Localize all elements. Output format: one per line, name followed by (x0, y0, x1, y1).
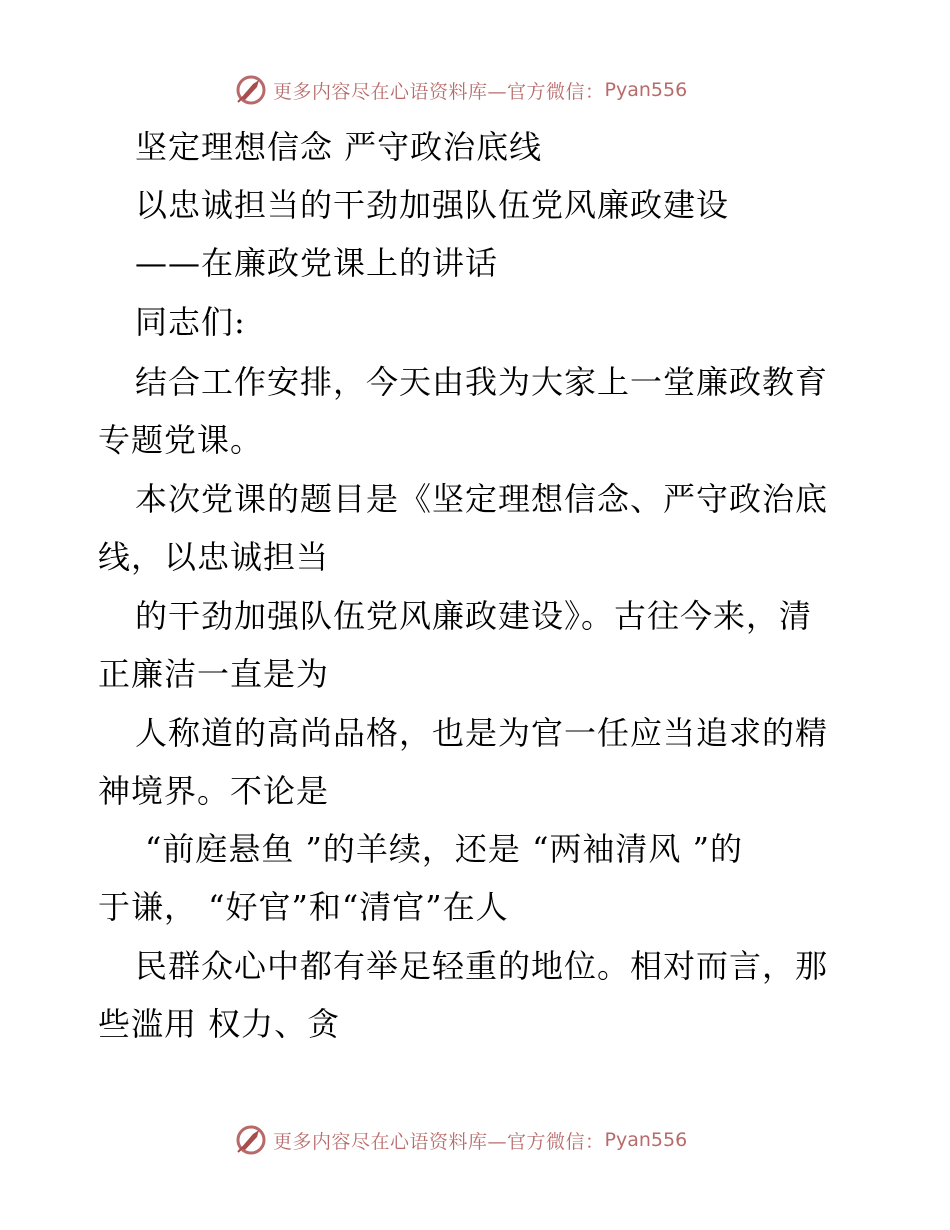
watermark-wechat-id: Pyan556 (604, 1129, 688, 1151)
document-title: 坚定理想信念 严守政治底线 (135, 128, 543, 166)
watermark-header (233, 72, 753, 108)
paragraph-line: 专题党课。 (98, 421, 264, 459)
paragraph-line: 人称道的高尚品格，也是为官一任应当追求的精 (135, 714, 829, 752)
paragraph-line: 的干劲加强队伍党风廉政建设》。古往今来，清 (135, 597, 813, 635)
watermark-wechat-id: Pyan556 (604, 79, 688, 101)
paragraph-line: 于谦， “好官”和“清官”在人 (98, 888, 509, 926)
pen-nib-circle-icon (233, 1122, 269, 1158)
paragraph-line: 些滥用 权力、贪 (98, 1005, 341, 1043)
paragraph-line: “前庭悬鱼 ”的羊续，还是 “两袖清风 ”的 (145, 830, 743, 868)
watermark-text: 更多内容尽在心语资料库—官方微信： (273, 1130, 605, 1153)
document-occasion: ——在廉政党课上的讲话 (135, 244, 499, 282)
document-subtitle: 以忠诚担当的干劲加强队伍党风廉政建设 (135, 186, 730, 224)
paragraph-line: 正廉洁一直是为 (98, 655, 330, 693)
paragraph-line: 本次党课的题目是《坚定理想信念、严守政治底 (135, 480, 829, 518)
salutation: 同志们: (135, 303, 246, 341)
paragraph-line: 神境界。不论是 (98, 772, 330, 810)
paragraph-line: 民群众心中都有举足轻重的地位。相对而言，那 (135, 947, 829, 985)
watermark-text: 更多内容尽在心语资料库—官方微信： (273, 80, 605, 103)
paragraph-line: 结合工作安排，今天由我为大家上一堂廉政教育 (135, 363, 829, 401)
watermark-footer (233, 1122, 753, 1158)
pen-nib-circle-icon (233, 72, 269, 108)
paragraph-line: 线，以忠诚担当 (98, 538, 330, 576)
